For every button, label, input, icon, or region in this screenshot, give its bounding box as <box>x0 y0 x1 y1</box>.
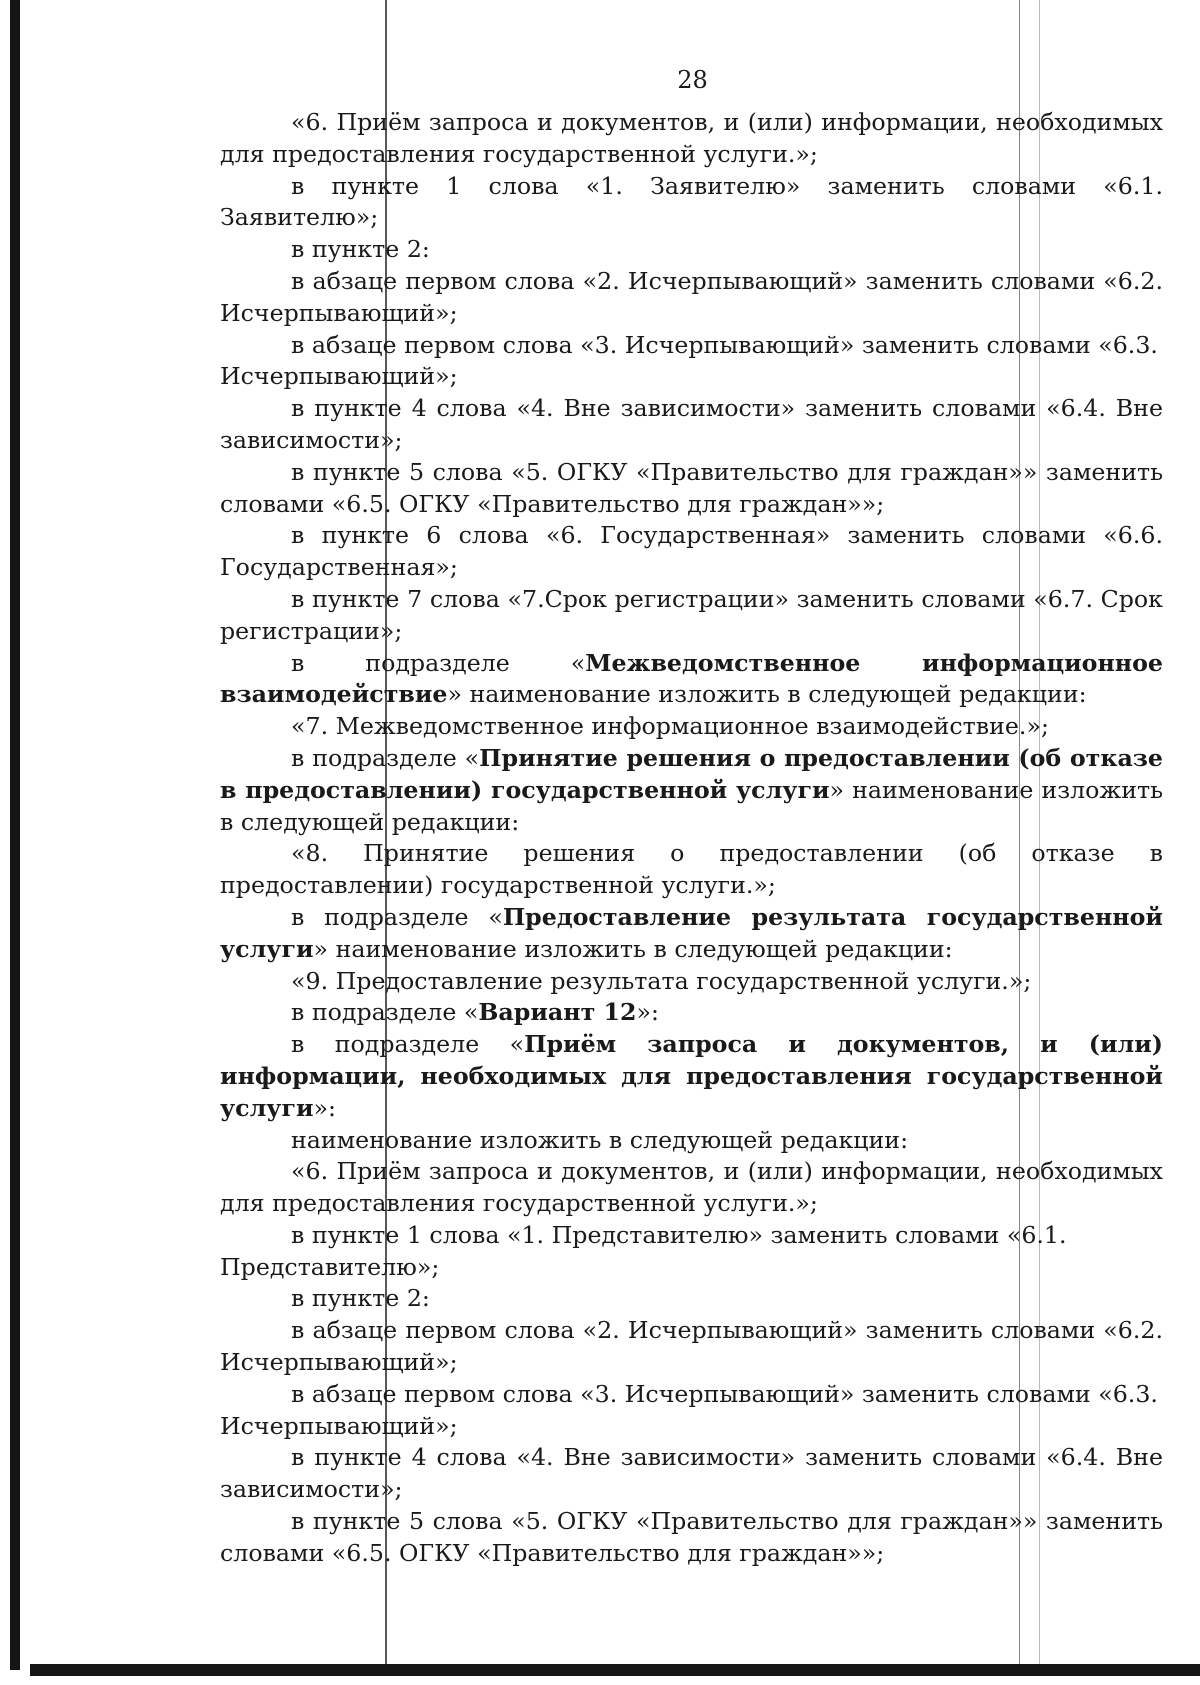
subsection-title: Вариант 12 <box>478 998 637 1027</box>
paragraph <box>220 743 1163 838</box>
paragraph: в абзаце первом слова «2. Исчерпывающий» заменить словами «6.2. Исчерпывающий»; <box>220 1316 1163 1377</box>
paragraph <box>220 902 1163 966</box>
subsection-title: Принятие решения о предоставлении (об отказе в предоставлении) государственной услуги <box>220 743 1163 804</box>
paragraph: «6. Приём запроса и документов, и (или) информации, необходимых для предоставления государственной услуги.»; <box>220 108 1163 168</box>
paragraph: «6. Приём запроса и документов, и (или) информации, необходимых для предоставления государственной услуги.»; <box>220 1157 1163 1218</box>
scan-left-edge <box>10 0 20 1670</box>
subsection-title: Межведомственное информационное взаимодействие <box>220 648 1163 709</box>
paragraph: в пункте 6 слова «6. Государственная» заменить словами «6.6. Государственная»; <box>220 521 1163 582</box>
paragraph: в абзаце первом слова «3. Исчерпывающий» заменить словами «6.3. Исчерпывающий»; <box>220 330 1158 391</box>
scan-bottom-edge <box>30 1664 1200 1676</box>
paragraph-text: » наименование изложить в следующей редакции: <box>313 934 953 963</box>
paragraph: в пункте 1 слова «1. Заявителю» заменить словами «6.1. Заявителю»; <box>220 171 1163 232</box>
paragraph: в абзаце первом слова «2. Исчерпывающий» заменить словами «6.2. Исчерпывающий»; <box>220 266 1163 327</box>
paragraph-text: в подразделе « <box>291 998 479 1027</box>
paragraph-text: в подразделе « <box>291 743 480 772</box>
paragraph: наименование изложить в следующей редакции: <box>291 1125 909 1154</box>
subsection-title: Предоставление результата государственной услуги <box>220 902 1163 963</box>
paragraph: в пункте 5 слова «5. ОГКУ «Правительство для граждан»» заменить словами «6.5. ОГКУ «Правительство для граждан»»; <box>220 1507 1163 1567</box>
paragraph-text: в подразделе « <box>291 648 586 677</box>
paragraph: «8. Принятие решения о предоставлении (об отказе в предоставлении) государственной услуги.»; <box>220 839 1163 900</box>
paragraph-text: в подразделе « <box>291 902 503 931</box>
paragraph <box>220 997 1163 1029</box>
page-number: 28 <box>677 66 708 94</box>
paragraph: в пункте 4 слова «4. Вне зависимости» заменить словами «6.4. Вне зависимости»; <box>220 1443 1163 1504</box>
paragraph-text: в подразделе « <box>291 1030 525 1059</box>
paragraph: в пункте 2: <box>291 235 430 264</box>
subsection-title: Приём запроса и документов, и (или) информации, необходимых для предоставления государственной услуги <box>220 1030 1163 1122</box>
paragraph-text: »: <box>636 998 659 1027</box>
paragraph-text: » наименование изложить в следующей редакции: <box>447 680 1087 709</box>
paragraph: в пункте 4 слова «4. Вне зависимости» заменить словами «6.4. Вне зависимости»; <box>220 394 1163 454</box>
paragraph-text: » наименование изложить в следующей редакции: <box>220 775 1164 836</box>
paragraph: в пункте 5 слова «5. ОГКУ «Правительство для граждан»» заменить словами «6.5. ОГКУ «Правительство для граждан»»; <box>220 457 1163 518</box>
paragraph: «9. Предоставление результата государственной услуги.»; <box>291 966 1032 995</box>
paragraph <box>220 648 1163 712</box>
document-body <box>220 107 1163 1570</box>
paragraph: «7. Межведомственное информационное взаимодействие.»; <box>291 712 1049 741</box>
paragraph: в пункте 7 слова «7.Срок регистрации» заменить словами «6.7. Срок регистрации»; <box>220 584 1163 645</box>
paragraph: в абзаце первом слова «3. Исчерпывающий» заменить словами «6.3. Исчерпывающий»; <box>220 1379 1158 1440</box>
paragraph-text: »: <box>313 1093 337 1122</box>
paragraph: в пункте 2: <box>291 1284 430 1313</box>
paragraph <box>220 1029 1163 1124</box>
paragraph: в пункте 1 слова «1. Представителю» заменить словами «6.1. Представителю»; <box>220 1220 1067 1281</box>
